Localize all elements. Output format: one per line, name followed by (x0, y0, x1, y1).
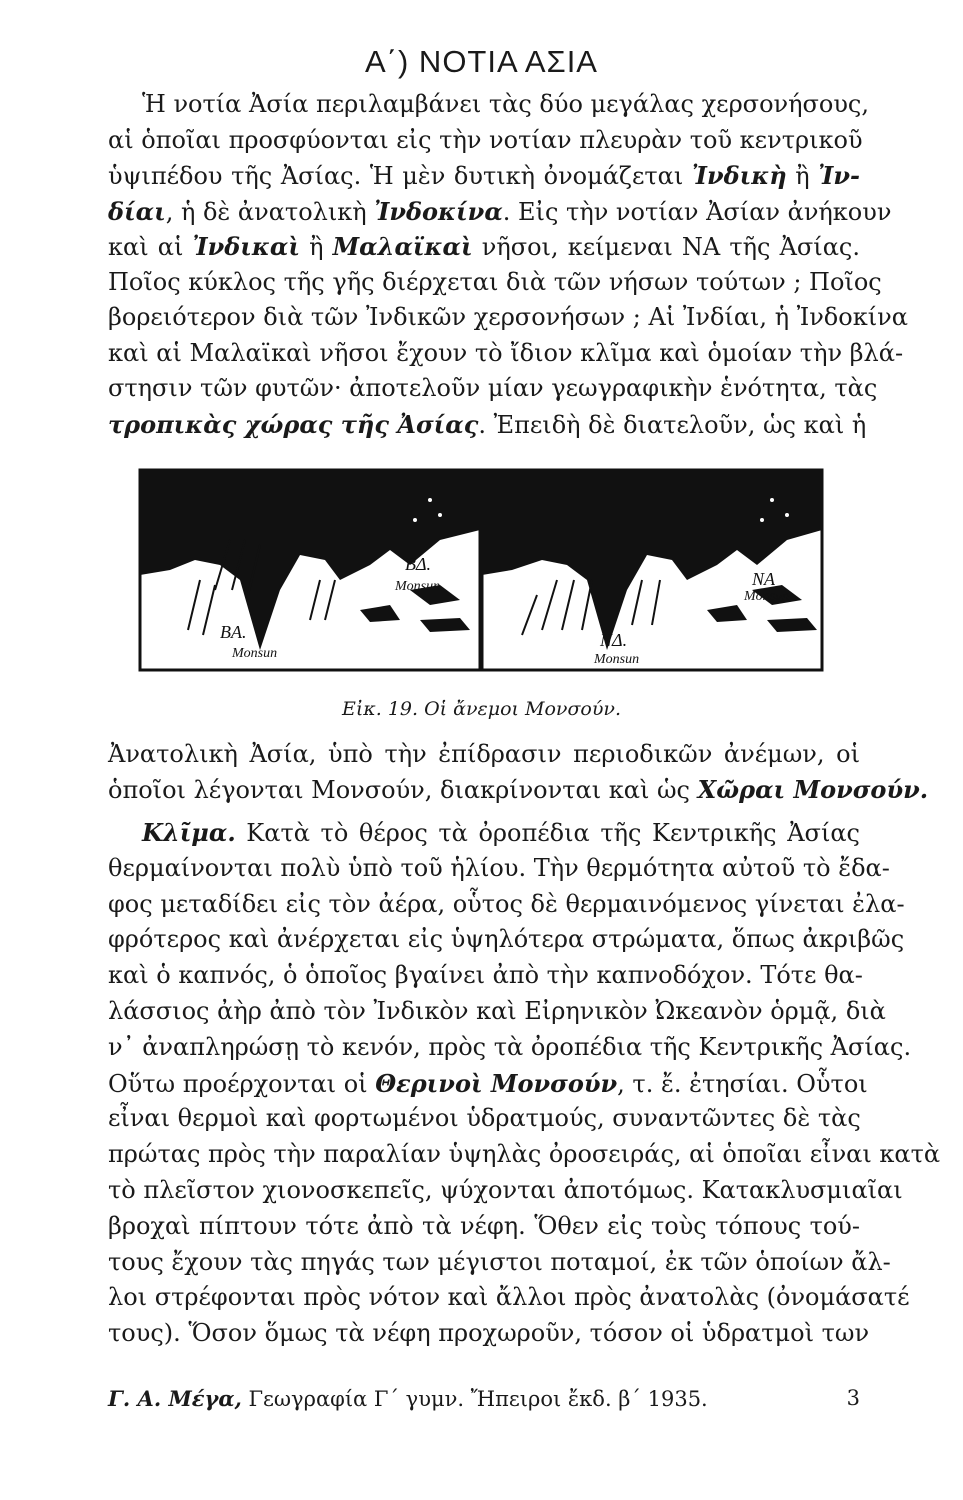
text-line (108, 161, 860, 190)
body-text: τὸ πλεῖστον χιονοσκεπεῖς, ψύχονται ἀποτόμως. Κατακλυσμιαῖαι (108, 1176, 903, 1204)
body-text: πρώτας πρὸς τὴν παραλίαν ὑψηλὰς ὀροσειράς, αἱ ὁποῖαι εἶναι κατὰ (108, 1140, 941, 1169)
body-text: βορειότερον διὰ τῶν Ἰνδικῶν χερσονήσων ; Αἱ Ἰνδίαι, ἡ Ἰνδοκίνα (108, 303, 908, 331)
body-text: τους). Ὅσον ὅμως τὰ νέφη προχωροῦν, τόσον οἱ ὑδρατμοὶ των (108, 1319, 870, 1348)
footer-author: Γ. Α. Μέγα, (108, 1386, 242, 1411)
text-line (108, 1247, 891, 1276)
text-line (108, 775, 929, 804)
label-na: ΝΑ (752, 569, 776, 589)
body-text: ὁποῖοι λέγονται Μονσούν, διακρίνονται καὶ ὡς (108, 776, 698, 804)
map-left-svg (140, 470, 480, 670)
map-right-svg (482, 470, 822, 670)
page-number: 3 (846, 1386, 860, 1410)
text-line (108, 1032, 912, 1061)
label-nd: ΝΔ. (600, 630, 628, 650)
text-line (108, 338, 904, 367)
emphasis-text: Ἰνδικὴ (691, 161, 787, 190)
body-text: φος μεταδίδει εἰς τὸν ἀέρα, οὗτος δὲ θερμαινόμενος γίνεται ἐλα- (108, 889, 905, 918)
body-text: . Ἐπειδὴ δὲ διατελοῦν, ὡς καὶ ἡ (478, 410, 867, 439)
body-text: στησιν τῶν φυτῶν· ἀποτελοῦν μίαν γεωγραφικὴν ἑνότητα, τὰς (108, 374, 878, 402)
label-bd-sub: Monsun (395, 579, 441, 594)
text-line (108, 961, 863, 990)
text-line (142, 818, 860, 847)
body-text: Κατὰ τὸ θέρος τὰ ὀροπέδια τῆς Κεντρικῆς Ἀσίας (235, 819, 860, 847)
emphasis-text: Ἰν- (818, 161, 860, 190)
text-line (108, 1212, 860, 1240)
body-text: λάσσιος ἀὴρ ἀπὸ τὸν Ἰνδικὸν καὶ Εἰρηνικὸν Ὠκεανὸν ὁρμᾷ, διὰ (108, 997, 886, 1025)
body-text: Ἀνατολικὴ Ἀσία, ὑπὸ τὴν ἐπίδρασιν περιοδικῶν ἀνέμων, οἱ (108, 740, 860, 768)
body-text: ἢ (786, 162, 819, 190)
figure-caption: Εἰκ. 19. Οἱ ἄνεμοι Μονσούν. (341, 698, 622, 720)
body-text: , ἡ δὲ ἀνατολικὴ (165, 197, 375, 226)
body-text: ν᾿ ἀναπληρώσῃ τὸ κενόν, πρὸς τὰ ὀροπέδια τῆς Κεντρικῆς Ἀσίας. (108, 1032, 912, 1061)
page-footer (108, 1386, 860, 1411)
label-na-sub: Monsun (744, 589, 790, 604)
body-text: λοι στρέφονται πρὸς νότον καὶ ἄλλοι πρὸς ἀνατολὰς (ὀνομάσατέ (108, 1283, 910, 1312)
body-text: καὶ αἱ (108, 233, 193, 261)
text-line (108, 196, 892, 226)
text-line (108, 1068, 868, 1098)
emphasis-text: Ἰνδικαὶ (192, 232, 300, 261)
text-line (142, 90, 869, 118)
text-line (108, 740, 860, 768)
body-text: Οὕτω προέρχονται οἱ (108, 1069, 376, 1098)
text-line (108, 1104, 860, 1132)
label-ba: ΒΑ. (220, 622, 247, 642)
body-text: φρότερος καὶ ἀνέρχεται εἰς ὑψηλότερα στρώματα, ὅπως ἀκριβῶς (108, 925, 905, 954)
map-right-summer-monsoon (482, 470, 822, 670)
emphasis-text: Ἰνδοκίνα (374, 196, 503, 226)
body-text: βροχαὶ πίπτουν τότε ἀπὸ τὰ νέφη. Ὅθεν εἰς τοὺς τόπους τού- (108, 1211, 860, 1240)
text-line (108, 409, 867, 439)
text-line (108, 1319, 870, 1348)
body-text: ὑψιπέδου τῆς Ἀσίας. Ἡ μὲν δυτικὴ ὀνομάζεται (108, 162, 692, 190)
emphasis-text: Μαλαϊκαὶ (332, 232, 473, 261)
text-line (108, 303, 908, 331)
text-line (108, 267, 882, 296)
body-text: , τ. ἔ. ἐτησίαι. Οὗτοι (617, 1069, 868, 1098)
emphasis-text: Κλῖμα. (142, 818, 236, 847)
text-line (108, 1283, 910, 1312)
body-text: καὶ ὁ καπνός, ὁ ὁποῖος βγαίνει ἀπὸ τὴν καπνοδόχον. Τότε θα- (108, 961, 863, 990)
footer-source: Γεωγραφία Γ΄ γυμν. Ἤπειροι ἔκδ. β΄ 1935. (241, 1387, 708, 1411)
emphasis-text: Θερινοὶ Μονσούν (375, 1068, 618, 1098)
text-line (108, 374, 878, 402)
text-line (108, 853, 890, 882)
body-text: Ἡ νοτία Ἀσία περιλαμβάνει τὰς δύο μεγάλας χερσονήσους, (142, 90, 869, 118)
label-nd-sub: Monsun (594, 652, 640, 667)
text-line (108, 997, 886, 1025)
body-text: εἶναι θερμοὶ καὶ φορτωμένοι ὑδρατμούς, συναντῶντες δὲ τὰς (108, 1104, 861, 1133)
emphasis-text: δίαι (108, 196, 166, 226)
body-text: καὶ αἱ Μαλαϊκαὶ νῆσοι ἔχουν τὸ ἴδιον κλῖμα καὶ ὁμοίαν τὴν βλά- (108, 338, 904, 367)
body-text: αἱ ὁποῖαι προσφύονται εἰς τὴν νοτίαν πλευρὰν τοῦ κεντρικοῦ (108, 125, 863, 154)
emphasis-text: Χῶραι Μονσούν. (697, 775, 929, 804)
body-text: ἢ (299, 233, 333, 261)
label-bd: ΒΔ. (405, 554, 432, 574)
label-ba-sub: Monsun (232, 646, 278, 661)
map-left-winter-monsoon (140, 470, 480, 670)
body-text: . Εἰς τὴν νοτίαν Ἀσίαν ἀνήκουν (502, 197, 892, 226)
text-line (108, 889, 905, 918)
body-text: Ποῖος κύκλος τῆς γῆς διέρχεται διὰ τῶν νήσων τούτων ; Ποῖος (108, 267, 882, 296)
text-line (108, 925, 905, 954)
emphasis-text: τροπικὰς χώρας τῆς Ἀσίας (108, 409, 479, 439)
text-line (108, 232, 860, 261)
body-text: νῆσοι, κείμεναι ΝΑ τῆς Ἀσίας. (472, 233, 860, 261)
body-text: τους ἔχουν τὰς πηγάς των μέγιστοι ποταμοί, ἐκ τῶν ὁποίων ἄλ- (108, 1247, 891, 1276)
text-line (108, 1176, 903, 1204)
section-title: Α΄) ΝΟΤΙΑ ΑΣΙΑ (365, 44, 598, 79)
body-text: θερμαίνονται πολὺ ὑπὸ τοῦ ἡλίου. Τὴν θερμότητα αὐτοῦ τὸ ἔδα- (108, 853, 890, 882)
text-line (108, 1140, 941, 1169)
text-line (108, 125, 863, 154)
